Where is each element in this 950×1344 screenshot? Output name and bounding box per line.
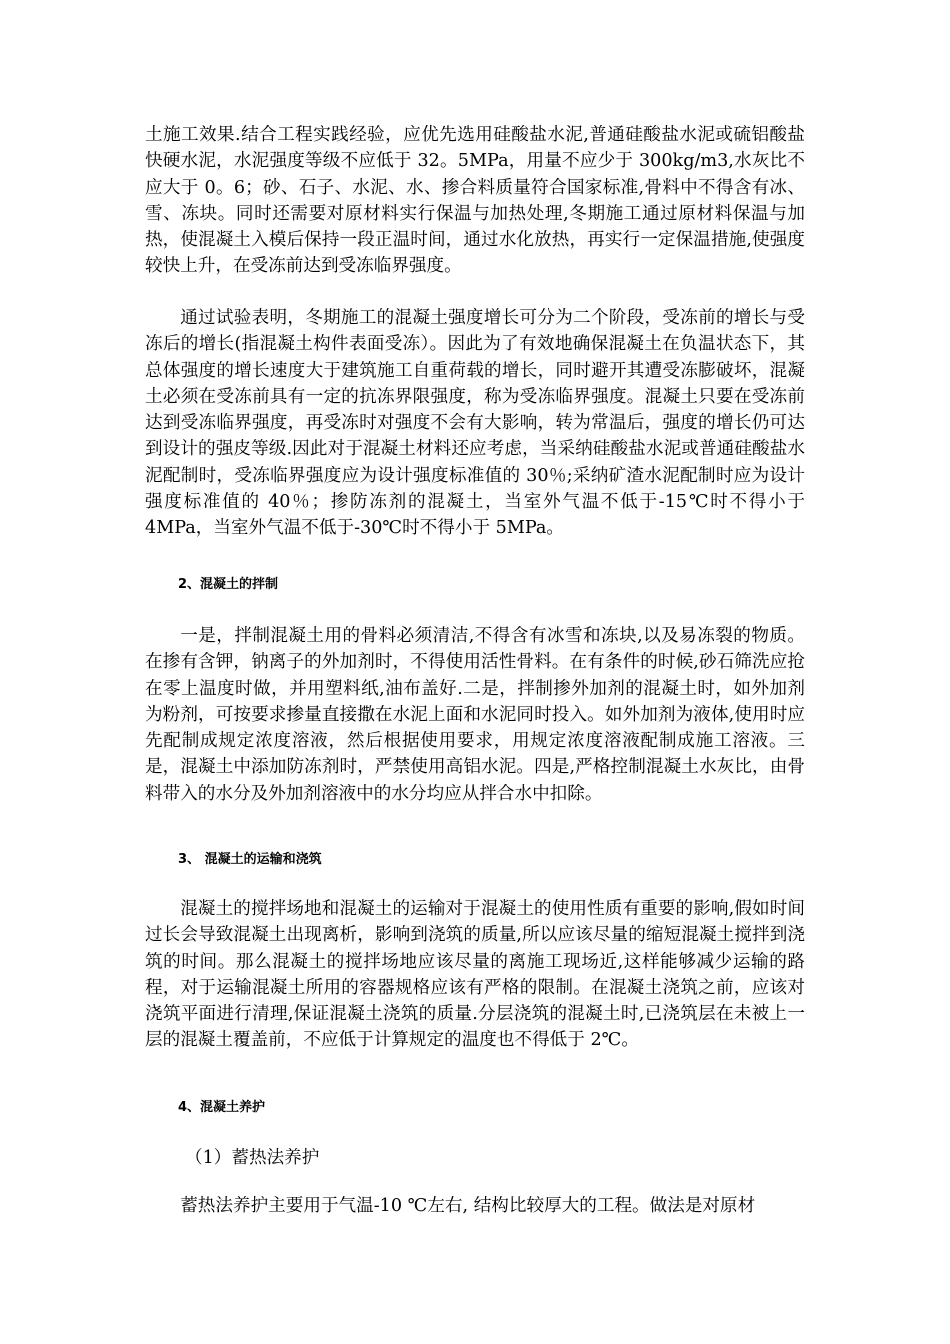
subheading-heat-storage-curing: （1）蓄热法养护 — [185, 1148, 320, 1168]
paragraph-mixing: 一是，拌制混凝土用的骨料必须清洁,不得含有冰雪和冻块,以及易冻裂的物质。在掺有含钾，钠离子的外加剂时，不得使用活性骨料。在有条件的时候,砂石筛洗应抢在零上温度时做，并用塑料纸,油布盖好.二是，拌制掺外加剂的混凝土时，如外加剂为粉剂，可按要求掺量直接撒在水泥上面和水泥同时投入。如外加剂为液体,使用时应先配制成规定浓度溶液，然后根据使用要求，用规定浓度溶液配制成施工溶液。三是，混凝土中添加防冻剂时，严禁使用高铝水泥。四是,严格控制混凝土水灰比，由骨料带入的水分及外加剂溶液中的水分均应从拌合水中扣除。 — [145, 626, 805, 804]
section-heading-curing: 4、混凝土养护 — [178, 1100, 266, 1115]
section-heading-transport-pouring: 3、 混凝土的运输和浇筑 — [178, 852, 322, 867]
paragraph-critical-strength: 通过试验表明，冬期施工的混凝土强度增长可分为二个阶段，受冻前的增长与受冻后的增长(指混凝土构件表面受冻）。因此为了有效地确保混凝土在负温状态下，其总体强度的增长速度大于建筑施工自重荷载的增长，同时避开其遭受冻膨破坏，混凝土必须在受冻前具有一定的抗冻界限强度，称为受冻临界强度。混凝土只要在受冻前达到受冻临界强度，再受冻时对强度不会有大影响，转为常温后，强度的增长仍可达到设计的强皮等级.因此对于混凝土材料还应考虑，当采纳硅酸盐水泥或普通硅酸盐水泥配制时，受冻临界强度应为设计强度标准值的 30％;采纳矿渣水泥配制时应为设计强度标准值的 40％；掺防冻剂的混凝土，当室外气温不低于-15℃时不得小于 4MPa，当室外气温不低于-30℃时不得小于 5MPa。 — [145, 308, 805, 539]
section-heading-mixing: 2、混凝土的拌制 — [178, 577, 279, 592]
paragraph-cement-selection: 土施工效果.结合工程实践经验，应优先选用硅酸盐水泥,普通硅酸盐水泥或硫铝酸盐快硬水泥，水泥强度等级不应低于 32。5MPa，用量不应少于 300kg/m3,水灰比不应大于 0。6；砂、石子、水泥、水、掺合料质量符合国家标准,骨料中不得含有冰、雪、冻块。同时还需要对原材料实行保温与加热处理,冬期施工通过原材料保温与加热，使混凝土入模后保持一段正温时间，通过水化放热，再实行一定保温措施,使强度较快上升，在受冻前达到受冻临界强度。 — [145, 125, 805, 277]
paragraph-transport-pouring: 混凝土的搅拌场地和混凝土的运输对于混凝土的使用性质有重要的影响,假如时间过长会导致混凝土出现离析，影响到浇筑的质量,所以应该尽量的缩短混凝土搅拌到浇筑的时间。那么混凝土的搅拌场地应该尽量的离施工现场近,这样能够减少运输的路程，对于运输混凝土所用的容器规格应该有严格的限制。在混凝土浇筑之前，应该对浇筑平面进行清理,保证混凝土浇筑的质量.分层浇筑的混凝土时,已浇筑层在未被上一层的混凝土覆盖前，不应低于计算规定的温度也不得低于 2℃。 — [145, 899, 805, 1051]
paragraph-heat-storage-curing: 蓄热法养护主要用于气温-10 ℃左右, 结构比较厚大的工程。做法是对原材 — [180, 1196, 756, 1216]
